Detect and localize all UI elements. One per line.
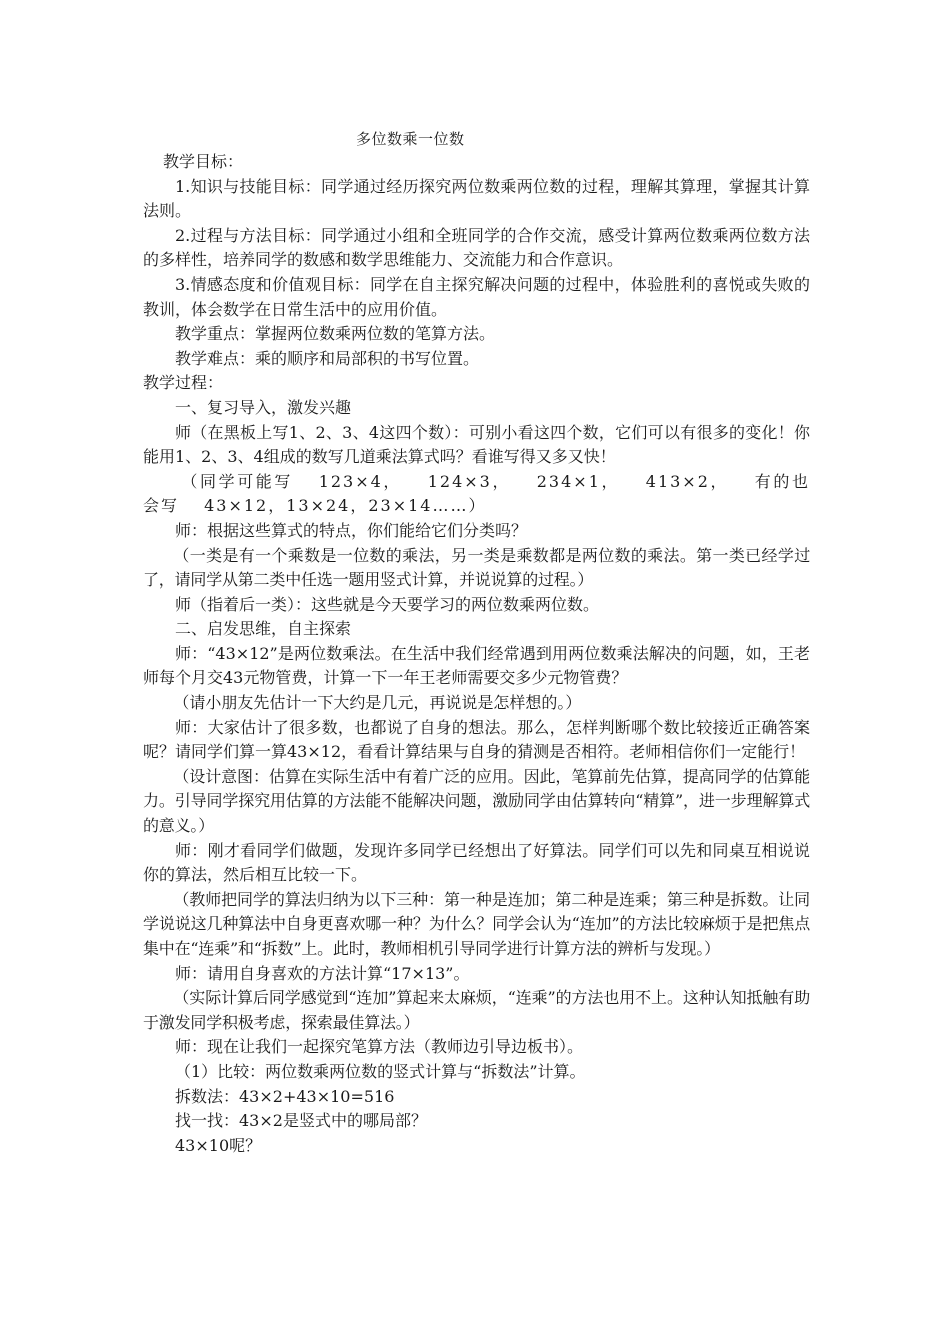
paragraph: 师：大家估计了很多数，也都说了自身的想法。那么，怎样判断哪个数比较接近正确答案呢？请同学们算一算43×12，看看计算结果与自身的猜测是否相符。老师相信你们一定能行！ [143,717,810,762]
paragraph: 师：“43×12”是两位数乘法。在生活中我们经常遇到用两位数乘法解决的问题，如，王老师每个月交43元物管费，计算一下一年王老师需要交多少元物管费？ [143,643,810,688]
paragraph: （1）比较：两位数乘两位数的竖式计算与“拆数法”计算。 [175,1061,586,1081]
paragraph: 一、复习导入，激发兴趣 [175,397,352,417]
paragraph: （同学可能写 123×4， 124×3， 234×1， 413×2， 有的也会写 43×12，13×24，23×14……） [143,471,810,516]
paragraph: 师：根据这些算式的特点，你们能给它们分类吗？ [175,520,528,540]
document-title: 多位数乘一位数 [356,130,465,148]
paragraph: （设计意图：估算在实际生活中有着广泛的应用。因此，笔算前先估算，提高同学的估算能力。引导同学探究用估算的方法能不能解决问题，激励同学由估算转向“精算”，进一步理解算式的意义。） [143,766,810,836]
paragraph: 师（在黑板上写1、2、3、4这四个数）：可别小看这四个数，它们可以有很多的变化！你能用1、2、3、4组成的数写几道乘法算式吗？看谁写得又多又快！ [143,422,810,467]
paragraph: 43×10呢？ [175,1135,262,1155]
paragraph: 教学难点：乘的顺序和局部积的书写位置。 [175,348,480,368]
paragraph: （教师把同学的算法归纳为以下三种：第一种是连加；第二种是连乘；第三种是拆数。让同学说说这几种算法中自身更喜欢哪一种？为什么？同学会认为“连加”的方法比较麻烦于是把焦点集中在“连乘”和“拆数”上。此时，教师相机引导同学进行计算方法的辨析与发现。） [143,889,810,958]
paragraph: 师：请用自身喜欢的方法计算“17×13”。 [175,963,470,983]
paragraph: 教学过程： [143,373,224,393]
paragraph: 二、启发思维，自主探索 [175,619,352,639]
paragraph: 1.知识与技能目标：同学通过经历探究两位数乘两位数的过程，理解其算理，掌握其计算法则。 [143,176,810,221]
paragraph: 找一找：43×2是竖式中的哪局部？ [175,1111,427,1131]
paragraph: （请小朋友先估计一下大约是几元，再说说是怎样想的。） [173,693,582,713]
paragraph: 3.情感态度和价值观目标：同学在自主探究解决问题的过程中，体验胜利的喜悦或失败的教训，体会数学在日常生活中的应用价值。 [143,274,810,319]
paragraph: 教学重点：掌握两位数乘两位数的笔算方法。 [175,324,496,344]
paragraph: 拆数法：43×2+43×10=516 [175,1086,395,1106]
paragraph: 师：刚才看同学们做题，发现许多同学已经想出了好算法。同学们可以先和同桌互相说说你的算法，然后相互比较一下。 [143,840,810,885]
paragraph: 师：现在让我们一起探究笔算方法（教师边引导边板书）。 [175,1037,584,1057]
paragraph: （一类是有一个乘数是一位数的乘法，另一类是乘数都是两位数的乘法。第一类已经学过了，请同学从第二类中任选一题用竖式计算，并说说算的过程。） [143,545,810,590]
paragraph: （实际计算后同学感觉到“连加”算起来太麻烦，“连乘”的方法也用不上。这种认知抵触有助于激发同学积极考虑，探索最佳算法。） [143,988,810,1032]
paragraph: 教学目标： [163,152,244,171]
paragraph: 2.过程与方法目标：同学通过小组和全班同学的合作交流，感受计算两位数乘两位数方法的多样性，培养同学的数感和数学思维能力、交流能力和合作意识。 [143,225,810,270]
paragraph: 师（指着后一类）：这些就是今天要学习的两位数乘两位数。 [175,594,600,614]
document-body [143,150,810,1158]
